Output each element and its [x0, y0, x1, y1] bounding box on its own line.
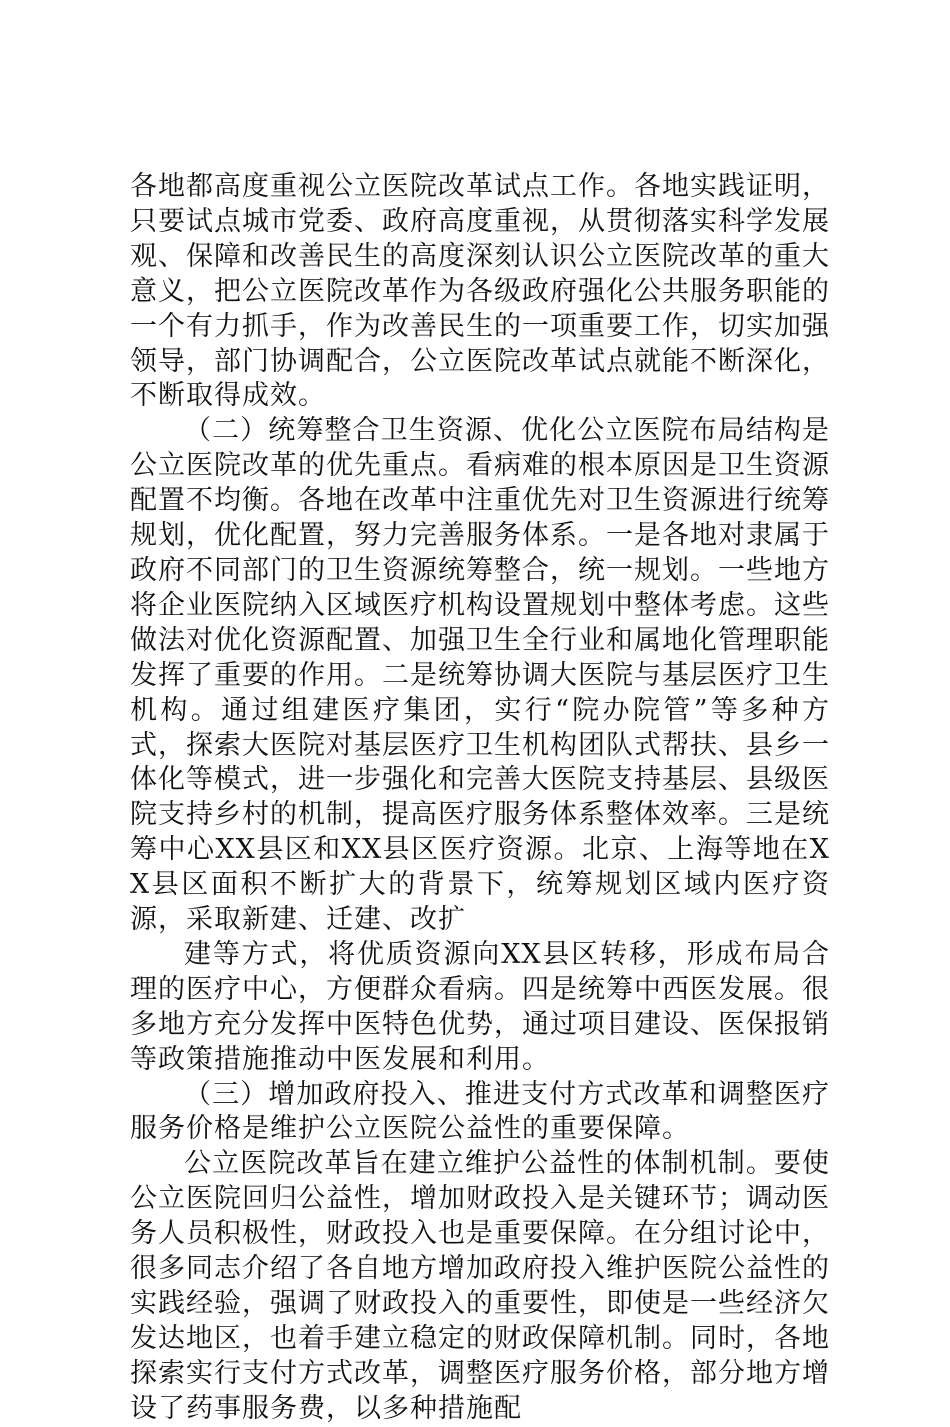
paragraph-4: （三）增加政府投入、推进支付方式改革和调整医疗服务价格是维护公立医院公益性的重要保障。	[130, 1078, 830, 1145]
paragraph-3: 建等方式，将优质资源向XX县区转移，形成布局合理的医疗中心，方便群众看病。四是统筹中西医发展。很多地方充分发挥中医特色优势，通过项目建设、医保报销等政策措施推动中医发展和利用。	[130, 938, 830, 1075]
paragraph-2: （二）统筹整合卫生资源、优化公立医院布局结构是公立医院改革的优先重点。看病难的根本原因是卫生资源配置不均衡。各地在改革中注重优先对卫生资源进行统筹规划，优化配置，努力完善服务体系。一是各地对隶属于政府不同部门的卫生资源统筹整合，统一规划。一些地方将企业医院纳入区域医疗机构设置规划中整体考虑。这些做法对优化资源配置、加强卫生全行业和属地化管理职能发挥了重要的作用。二是统筹协调大医院与基层医疗卫生机构。通过组建医疗集团，实行“院办院管”等多种方式，探索大医院对基层医疗卫生机构团队式帮扶、县乡一体化等模式，进一步强化和完善大医院支持基层、县级医院支持乡村的机制，提高医疗服务体系整体效率。三是统筹中心XX县区和XX县区医疗资源。北京、上海等地在XX县区面积不断扩大的背景下，统筹规划区域内医疗资源，采取新建、迁建、改扩	[130, 415, 830, 936]
paragraph-5: 公立医院改革旨在建立维护公益性的体制机制。要使公立医院回归公益性，增加财政投入是关键环节；调动医务人员积极性，财政投入也是重要保障。在分组讨论中，很多同志介绍了各自地方增加政府投入维护医院公益性的实践经验，强调了财政投入的重要性，即使是一些经济欠发达地区，也着手建立稳定的财政保障机制。同时，各地探索实行支付方式改革，调整医疗服务价格，部分地方增设了药事服务费，以多种措施配	[130, 1148, 830, 1424]
document-body	[130, 170, 830, 1427]
paragraph-1: 各地都高度重视公立医院改革试点工作。各地实践证明，只要试点城市党委、政府高度重视，从贯彻落实科学发展观、保障和改善民生的高度深刻认识公立医院改革的重大意义，把公立医院改革作为各级政府强化公共服务职能的一个有力抓手，作为改善民生的一项重要工作，切实加强领导，部门协调配合，公立医院改革试点就能不断深化，不断取得成效。	[130, 171, 830, 412]
